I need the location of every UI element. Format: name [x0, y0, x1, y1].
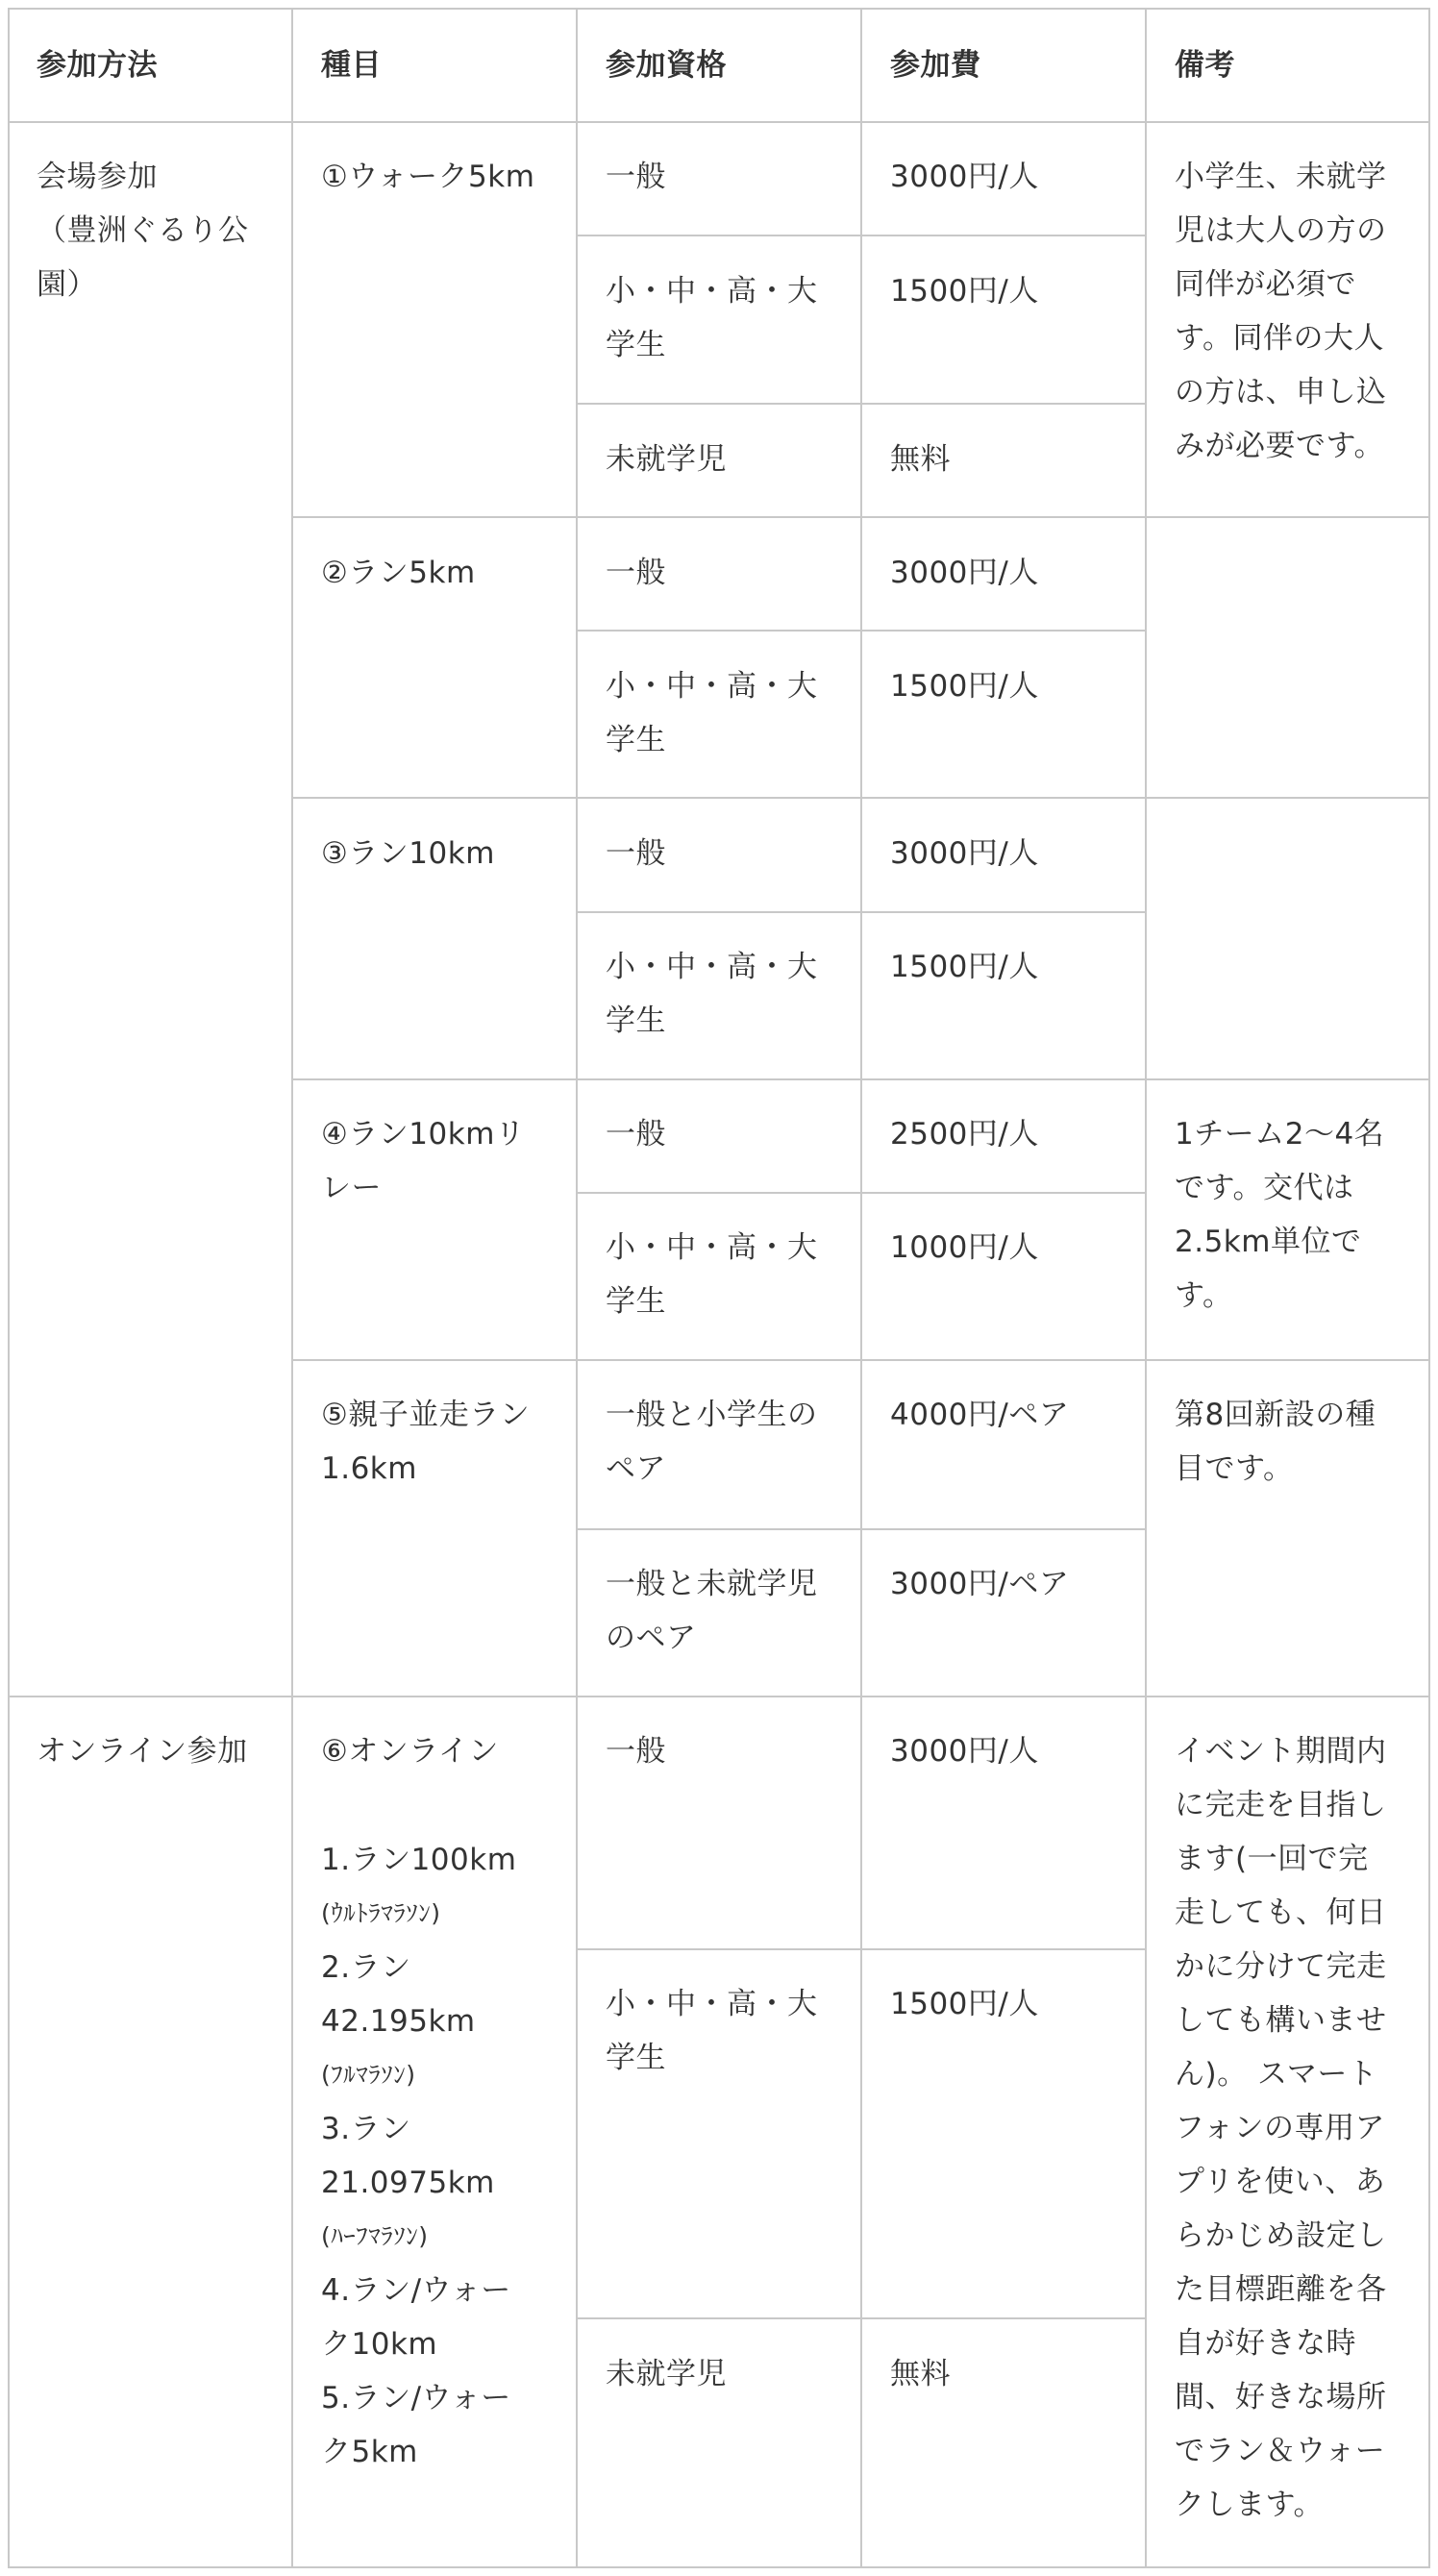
table-border-bottom: [8, 2566, 1430, 2568]
qual-general: 一般: [606, 160, 666, 194]
qual-general: 一般: [606, 836, 666, 871]
event-online: ⑥オンライン: [321, 1734, 499, 1769]
fee-value: 4000円/ペア: [890, 1398, 1070, 1432]
table-border-top: [8, 8, 1430, 10]
event-parent-child-run: ⑤親子並走ラン 1.6km: [321, 1398, 531, 1486]
method-online: オンライン参加: [37, 1734, 248, 1769]
qual-pair-elementary: 一般と小学生の ペア: [606, 1398, 818, 1486]
fee-value: 1500円/人: [890, 1987, 1039, 2021]
online-course-item: (ﾌﾙﾏﾗｿﾝ): [321, 2061, 416, 2089]
fee-value: 1000円/人: [890, 1230, 1039, 1265]
online-course-item: ク5km: [321, 2435, 418, 2469]
fee-value: 3000円/人: [890, 160, 1039, 194]
event-walk-5km: ①ウォーク5km: [321, 160, 535, 194]
fee-value: 2500円/人: [890, 1117, 1039, 1152]
fee-value: 3000円/ペア: [890, 1567, 1070, 1601]
header-bottom-line: [8, 121, 1430, 123]
fee-value: 無料: [890, 442, 951, 477]
qual-students: 小・中・高・大 学生: [606, 669, 818, 757]
online-course-item: 21.0975km: [321, 2166, 495, 2200]
online-course-item: 3.ラン: [321, 2112, 411, 2146]
online-course-item: 2.ラン: [321, 1950, 411, 1985]
header-method: 参加方法: [37, 48, 158, 83]
table-divider-col2: [576, 8, 578, 2568]
qual-preschool: 未就学児: [606, 442, 727, 477]
event-divider-4: [291, 1359, 1430, 1361]
subrow-divider: [576, 1192, 1147, 1194]
table-divider-col1: [291, 8, 293, 2568]
qual-students: 小・中・高・大 学生: [606, 1987, 818, 2075]
subrow-divider: [576, 911, 1147, 913]
section-divider-online: [8, 1696, 1430, 1697]
header-qualification: 参加資格: [606, 48, 727, 83]
header-event: 種目: [321, 48, 382, 83]
note-relay: 1チーム2〜4名 です。交代は 2.5km単位で す。: [1175, 1117, 1385, 1313]
table-border-left: [8, 8, 10, 2568]
online-course-item: (ｳﾙﾄﾗﾏﾗｿﾝ): [321, 1899, 441, 1927]
subrow-divider: [576, 403, 1147, 405]
qual-students: 小・中・高・大 学生: [606, 274, 818, 362]
fee-value: 1500円/人: [890, 950, 1039, 984]
online-course-item: 1.ラン100km: [321, 1843, 517, 1877]
table-border-right: [1428, 8, 1430, 2568]
event-run-10km-relay: ④ラン10kmリ レー: [321, 1117, 526, 1205]
qual-general: 一般: [606, 1734, 666, 1769]
online-course-list: [321, 1833, 516, 2479]
fee-value: 無料: [890, 2357, 951, 2391]
subrow-divider: [576, 235, 1147, 236]
qual-pair-preschool: 一般と未就学児 のペア: [606, 1567, 818, 1655]
note-walk-companion: 小学生、未就学 児は大人の方の 同伴が必須で す。同伴の大人 の方は、申し込 みが必要です。: [1175, 160, 1387, 463]
qual-general: 一般: [606, 556, 666, 590]
subrow-divider: [576, 630, 1147, 632]
fee-value: 3000円/人: [890, 556, 1039, 590]
subrow-divider: [576, 1528, 1147, 1530]
header-notes: 備考: [1175, 48, 1235, 83]
qual-students: 小・中・高・大 学生: [606, 950, 818, 1038]
subrow-divider: [576, 2317, 1147, 2319]
header-fee: 参加費: [890, 48, 981, 83]
online-course-item: ク10km: [321, 2327, 438, 2362]
event-divider-3: [291, 1078, 1430, 1080]
note-parent-child: 第8回新設の種 目です。: [1175, 1398, 1376, 1486]
fee-value: 1500円/人: [890, 274, 1039, 309]
online-course-item: (ﾊｰﾌﾏﾗｿﾝ): [321, 2222, 429, 2250]
online-course-item: 5.ラン/ウォー: [321, 2381, 511, 2415]
fee-value: 1500円/人: [890, 669, 1039, 704]
qual-preschool: 未就学児: [606, 2357, 727, 2391]
note-online: イベント期間内 に完走を目指し ます(一回で完 走しても、何日 かに分けて完走 しても構いませ ん)。 スマート フォンの専用ア プリを使い、あ らかじめ設定し た目標距離を各 自が好きな時 間、好きな場所 でラン＆ウォー クします。: [1175, 1734, 1387, 2522]
online-course-item: 4.ラン/ウォー: [321, 2273, 511, 2308]
event-divider-2: [291, 797, 1430, 799]
subrow-divider: [576, 1948, 1147, 1950]
event-run-5km: ②ラン5km: [321, 556, 476, 590]
online-course-item: 42.195km: [321, 2004, 476, 2039]
qual-students: 小・中・高・大 学生: [606, 1230, 818, 1319]
table-divider-col4: [1145, 8, 1147, 2568]
method-venue: 会場参加 （豊洲ぐるり公 園）: [37, 160, 249, 302]
table-divider-col3: [860, 8, 862, 2568]
qual-general: 一般: [606, 1117, 666, 1152]
fee-value: 3000円/人: [890, 836, 1039, 871]
event-divider-1: [291, 516, 1430, 518]
fee-value: 3000円/人: [890, 1734, 1039, 1769]
event-run-10km: ③ラン10km: [321, 836, 495, 871]
